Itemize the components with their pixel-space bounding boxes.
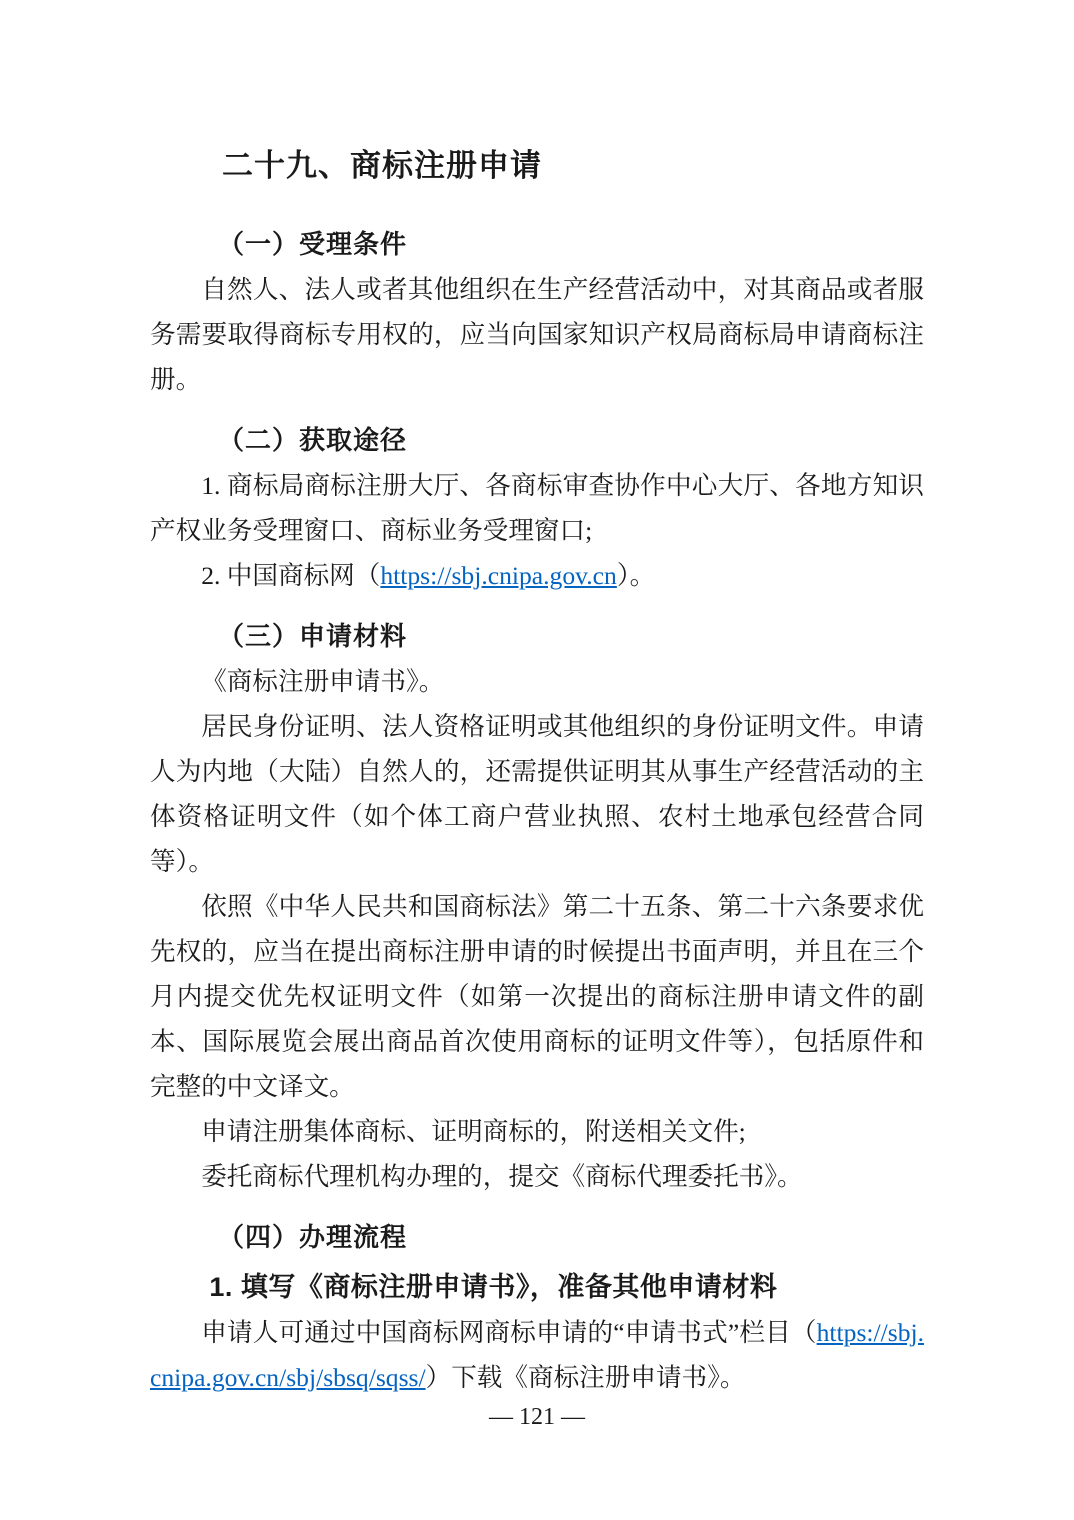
paragraph-channels-item2 bbox=[150, 553, 924, 598]
section-heading-application-materials: （三）申请材料 bbox=[218, 622, 408, 651]
page-title: 二十九、商标注册申请 bbox=[222, 148, 542, 183]
paragraph-materials-identity: 居民身份证明、法人资格证明或其他组织的身份证明文件。申请人为内地（大陆）自然人的，还需提供证明其从事生产经营活动的主体资格证明文件（如个体工商户营业执照、农村土地承包经营合同等）。 bbox=[150, 712, 924, 876]
paragraph-materials-priority: 依照《中华人民共和国商标法》第二十五条、第二十六条要求优先权的，应当在提出商标注册申请的时候提出书面声明，并且在三个月内提交优先权证明文件（如第一次提出的商标注册申请文件的副本、国际展览会展出商品首次使用商标的证明文件等），包括原件和完整的中文译文。 bbox=[150, 892, 924, 1101]
paragraph-text: 2. 中国商标网（ bbox=[201, 561, 381, 590]
paragraph-channels-item1: 1. 商标局商标注册大厅、各商标审查协作中心大厅、各地方知识产权业务受理窗口、商标业务受理窗口; bbox=[150, 471, 924, 545]
link-cnipa-trademark-site[interactable]: https://sbj.cnipa.gov.cn bbox=[380, 561, 617, 590]
paragraph-flow-download bbox=[150, 1310, 924, 1400]
paragraph-materials-collective-mark: 申请注册集体商标、证明商标的，附送相关文件; bbox=[201, 1117, 746, 1146]
link-cnipa-application-forms[interactable]: https://sbj.cnipa.gov.cn/sbj/sbsq/sqss/ bbox=[150, 1318, 924, 1392]
paragraph-text: ）。 bbox=[616, 561, 656, 590]
section-heading-processing-flow: （四）办理流程 bbox=[218, 1223, 408, 1252]
section-heading-acceptance-conditions: （一）受理条件 bbox=[218, 230, 408, 259]
paragraph-acceptance-conditions: 自然人、法人或者其他组织在生产经营活动中，对其商品或者服务需要取得商标专用权的，应当向国家知识产权局商标局申请商标注册。 bbox=[150, 275, 924, 394]
page-number: — 121 — bbox=[489, 1404, 585, 1430]
paragraph-materials-form: 《商标注册申请书》。 bbox=[201, 667, 445, 696]
paragraph-text: ）下载《商标注册申请书》。 bbox=[425, 1363, 746, 1392]
paragraph-text: 申请人可通过中国商标网商标申请的“申请书式”栏目（ bbox=[201, 1318, 817, 1347]
step1-title: 1. 填写《商标注册申请书》，准备其他申请材料 bbox=[209, 1272, 778, 1302]
section-heading-acquisition-channels: （二）获取途径 bbox=[218, 426, 408, 455]
paragraph-materials-agency: 委托商标代理机构办理的，提交《商标代理委托书》。 bbox=[201, 1162, 803, 1191]
